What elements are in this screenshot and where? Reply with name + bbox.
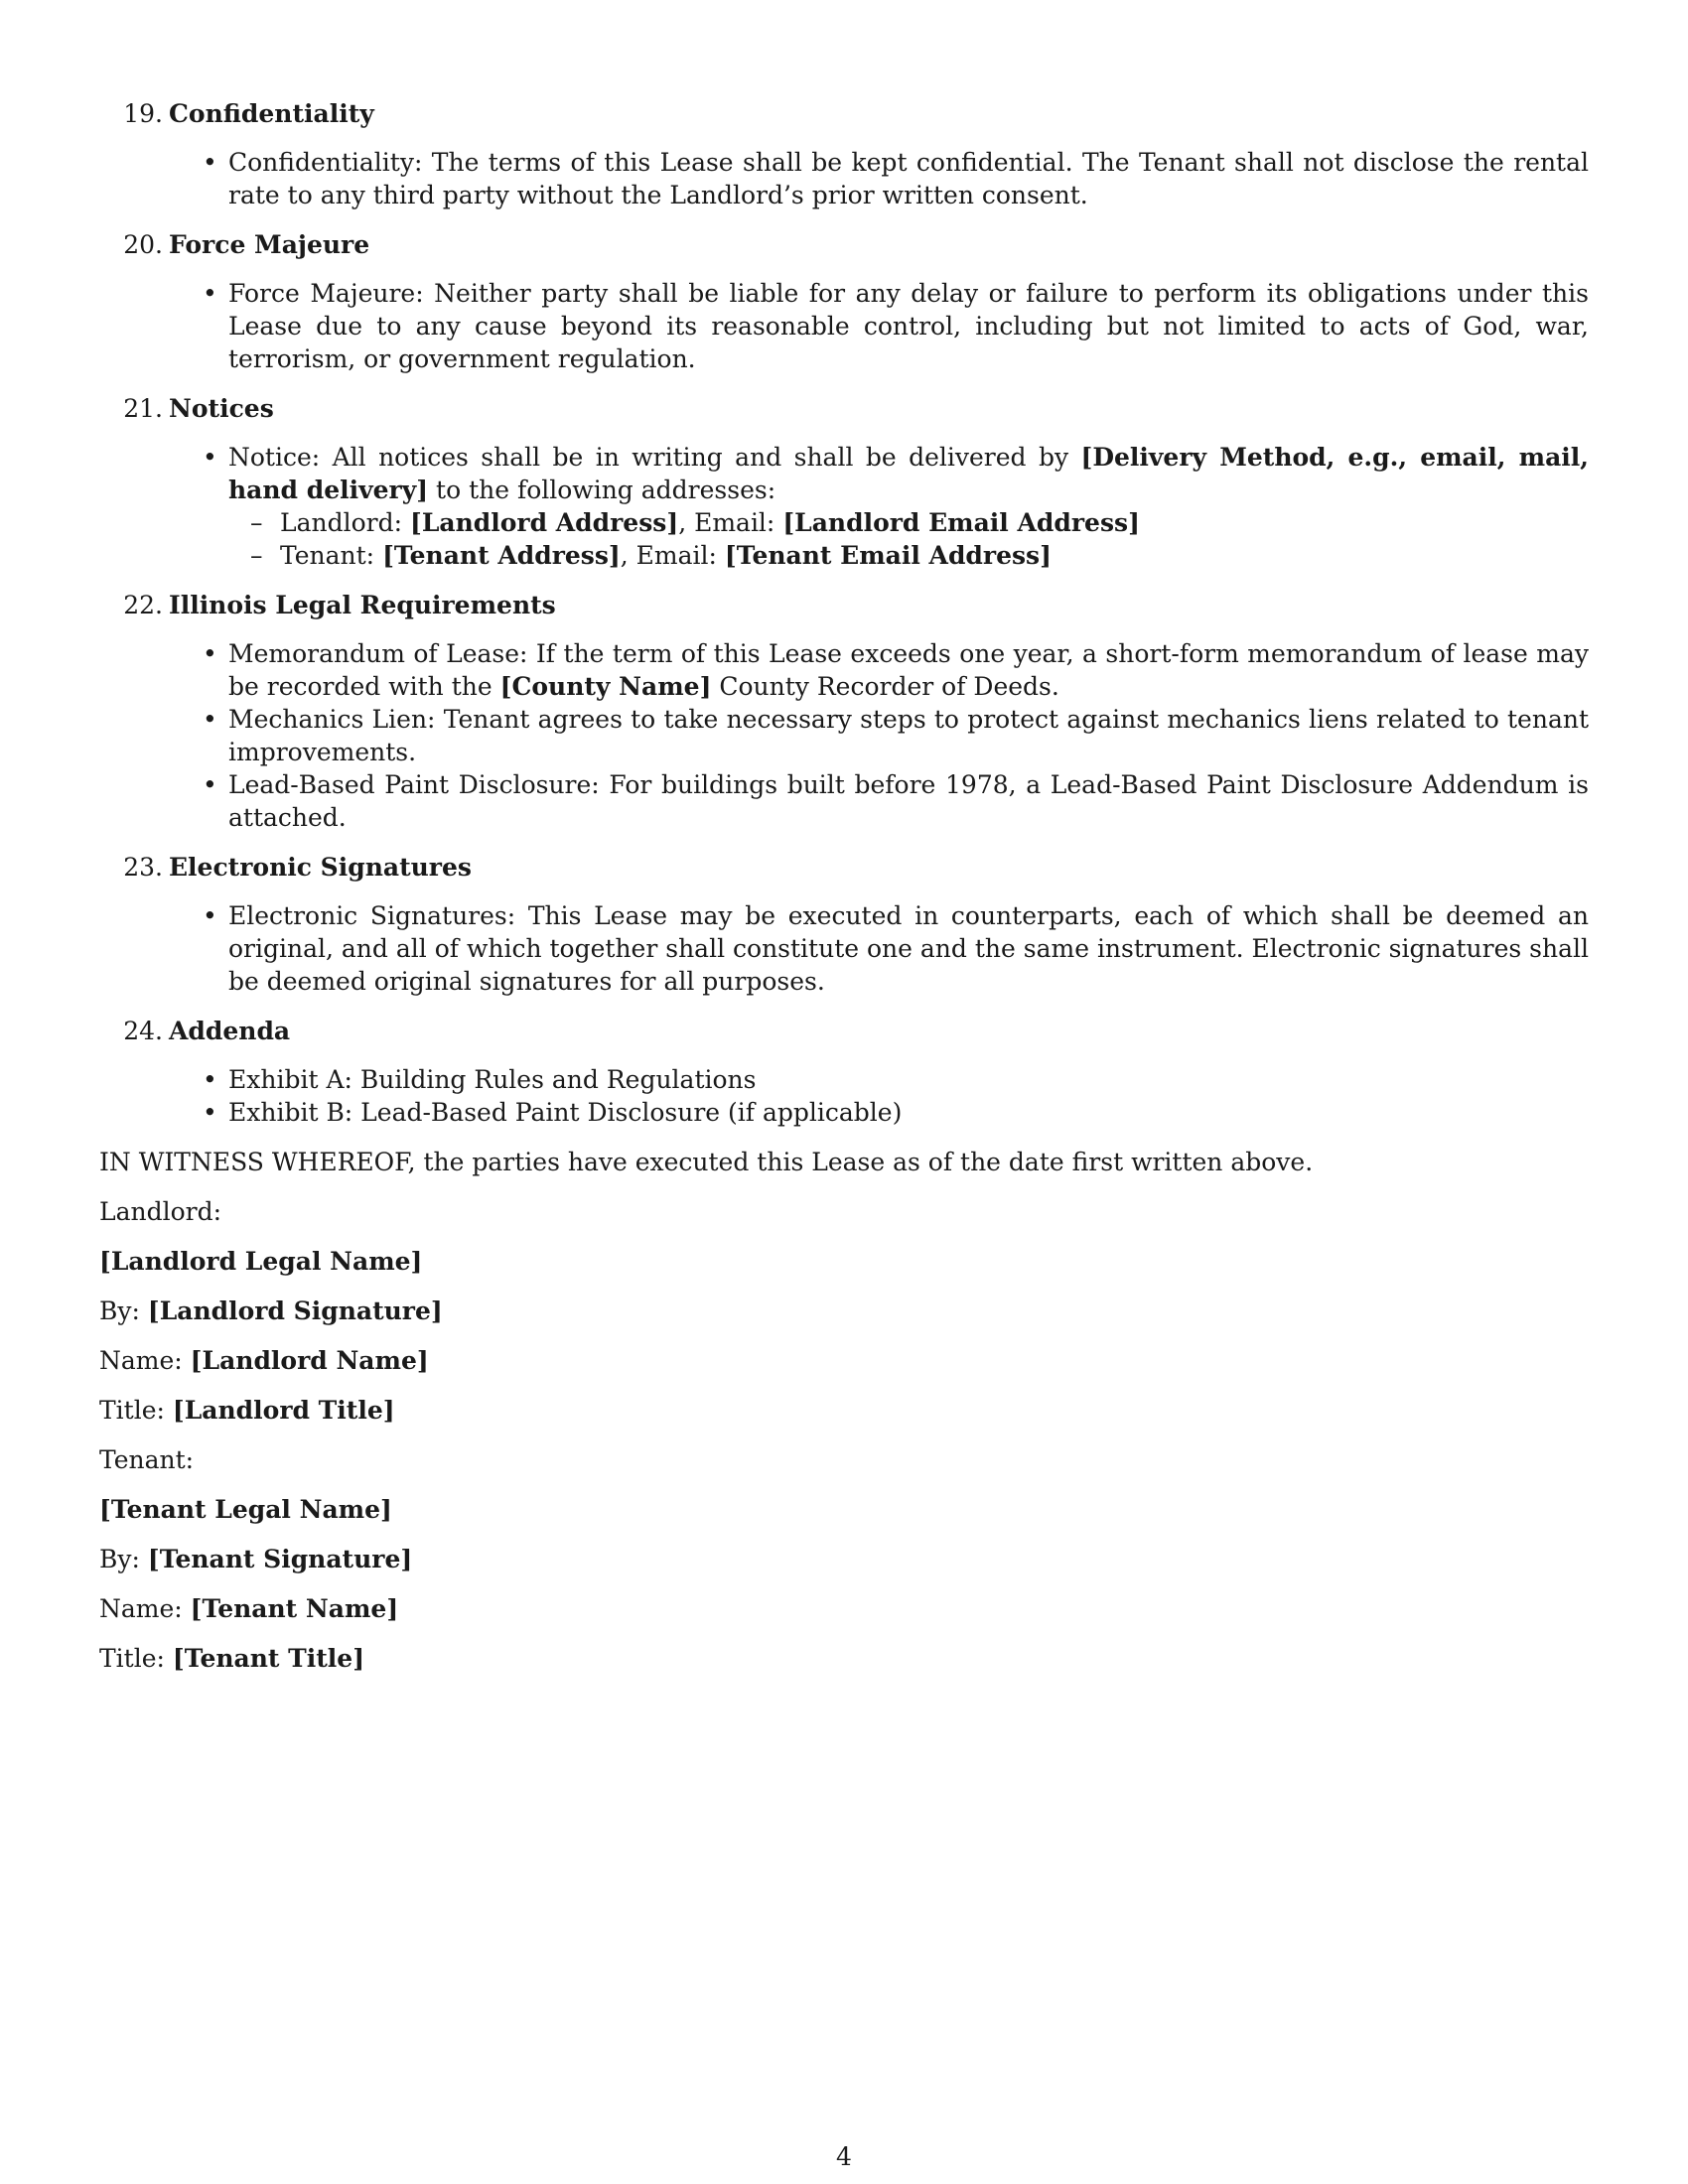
section-number: 24. [123,1017,163,1045]
section-title: Electronic Signatures [169,853,472,882]
section-number: 19. [123,99,163,128]
list-item: • Electronic Signatures: This Lease may be executed in counterparts, each of which shall be deemed an original, and all of which together shall constitute one and the same instrument. Electronic signatures shall be deemed original signatures for all purposes. [99,899,1589,998]
landlord-heading: Landlord: [99,1197,222,1226]
list-item: • Lead-Based Paint Disclosure: For buildings built before 1978, a Lead-Based Paint Disclosure Addendum is attached. [99,768,1589,834]
tenant-legal-name: [Tenant Legal Name] [99,1495,392,1524]
bullet-list [99,637,1589,834]
section-heading [99,851,1589,885]
section-electronic-signatures [99,851,1589,998]
section-confidentiality [99,97,1589,211]
section-heading [99,228,1589,262]
bullet-list [99,899,1589,998]
landlord-title-line: Title: [Landlord Title] [99,1396,395,1425]
tenant-heading: Tenant: [99,1445,195,1474]
section-title: Force Majeure [169,230,370,259]
list-item: • Confidentiality: The terms of this Lease shall be kept confidential. The Tenant shall not disclose the rental rate to any third party without the Landlord’s prior written consent. [99,146,1589,211]
section-heading [99,97,1589,131]
landlord-name-line: Name: [Landlord Name] [99,1346,429,1375]
list-item: • Memorandum of Lease: If the term of this Lease exceeds one year, a short-form memorandum of lease may be recorded with the [County Name] County Recorder of Deeds. [99,637,1589,703]
section-number: 20. [123,230,163,259]
section-force-majeure [99,228,1589,375]
tenant-address-item: – Tenant: [Tenant Address], Email: [Tenant Email Address] [228,539,1589,572]
landlord-signature-line: By: [Landlord Signature] [99,1297,443,1325]
list-item: • Exhibit A: Building Rules and Regulations [99,1063,1589,1096]
section-heading [99,392,1589,426]
section-heading [99,1015,1589,1048]
tenant-signature-line: By: [Tenant Signature] [99,1545,413,1573]
county-name-placeholder: [County Name] [499,672,712,701]
address-sublist [228,506,1589,572]
document-page [99,97,1589,1692]
landlord-legal-name: [Landlord Legal Name] [99,1247,423,1276]
section-title: Confidentiality [169,99,374,128]
section-illinois-legal-requirements [99,589,1589,834]
list-item: • Force Majeure: Neither party shall be liable for any delay or failure to perform its obligations under this Lease due to any cause beyond its reasonable control, including but not limited to acts of God, war, terrorism, or government regulation. [99,277,1589,375]
list-item: • Exhibit B: Lead-Based Paint Disclosure (if applicable) [99,1096,1589,1129]
section-notices [99,392,1589,572]
list-item: • Notice: All notices shall be in writing and shall be delivered by [Delivery Method, e.g., email, mail, hand delivery] to the following addresses: – Landlord: [Landlord Address], Email: [Landlord Email Address] – Tenant: [Tenant Address], Email: [Tenant Email Address] [99,441,1589,572]
tenant-name-line: Name: [Tenant Name] [99,1594,399,1623]
section-heading [99,589,1589,622]
page-number: 4 [836,2142,852,2171]
section-title: Illinois Legal Requirements [169,591,556,619]
section-number: 23. [123,853,163,882]
delivery-method-placeholder: [Delivery Method, e.g., email, mail, hand delivery] [228,443,1589,504]
section-addenda [99,1015,1589,1129]
section-title: Notices [169,394,274,423]
section-number: 22. [123,591,163,619]
landlord-address-item: – Landlord: [Landlord Address], Email: [Landlord Email Address] [228,506,1589,539]
list-item: • Mechanics Lien: Tenant agrees to take necessary steps to protect against mechanics liens related to tenant improvements. [99,703,1589,768]
section-number: 21. [123,394,163,423]
witness-statement: IN WITNESS WHEREOF, the parties have executed this Lease as of the date first written above. [99,1148,1314,1176]
bullet-list [99,1063,1589,1129]
section-title: Addenda [169,1017,291,1045]
tenant-title-line: Title: [Tenant Title] [99,1644,365,1673]
bullet-list [99,146,1589,211]
bullet-list [99,441,1589,572]
bullet-list [99,277,1589,375]
